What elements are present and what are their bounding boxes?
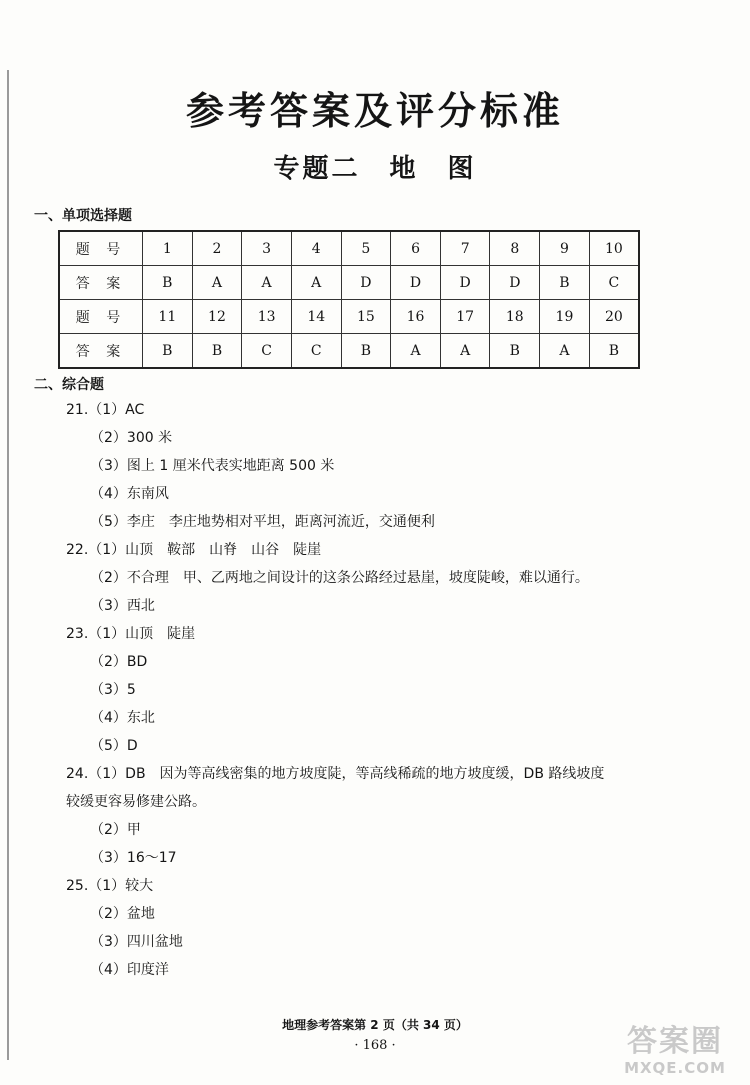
table-row xyxy=(59,334,639,369)
table-cell: B xyxy=(589,334,639,369)
table-cell: B xyxy=(341,334,391,369)
section-heading-choice: 一、单项选择题 xyxy=(34,208,132,224)
watermark-logo xyxy=(610,1025,740,1077)
table-cell: 6 xyxy=(391,231,441,266)
table-cell: B xyxy=(192,334,242,369)
table-cell: 11 xyxy=(143,300,193,334)
table-cell: B xyxy=(540,266,590,300)
answer-line: （3）16～17 xyxy=(90,850,177,866)
table-cell: 10 xyxy=(589,231,639,266)
section-heading-comprehensive: 二、综合题 xyxy=(34,377,104,393)
table-cell: A xyxy=(242,266,292,300)
table-cell: 15 xyxy=(341,300,391,334)
table-cell: D xyxy=(341,266,391,300)
answer-line: （2）盆地 xyxy=(90,906,155,922)
topic-title: 专题二 地 图 xyxy=(273,154,477,184)
answer-line: 较缓更容易修建公路。 xyxy=(66,794,206,810)
answer-line: （2）300 米 xyxy=(90,430,173,446)
table-cell: 13 xyxy=(242,300,292,334)
table-cell: 题 号 xyxy=(59,300,143,334)
answer-line: （3）图上 1 厘米代表实地距离 500 米 xyxy=(90,458,335,474)
answer-line: （4）印度洋 xyxy=(90,962,169,978)
answer-line: （3）5 xyxy=(90,682,136,698)
table-cell: D xyxy=(490,266,540,300)
table-cell: 9 xyxy=(540,231,590,266)
answer-line: 23.（1）山顶 陡崖 xyxy=(66,626,196,642)
answer-line: 25.（1）较大 xyxy=(66,878,154,894)
answer-line: 22.（1）山顶 鞍部 山脊 山谷 陡崖 xyxy=(66,542,322,558)
table-cell: 20 xyxy=(589,300,639,334)
table-cell: 3 xyxy=(242,231,292,266)
table-cell: 4 xyxy=(291,231,341,266)
table-row xyxy=(59,266,639,300)
table-cell: A xyxy=(440,334,490,369)
answer-line: （2）BD xyxy=(90,654,148,670)
table-cell: 答 案 xyxy=(59,266,143,300)
table-cell: C xyxy=(242,334,292,369)
answer-line: （5）李庄 李庄地势相对平坦，距离河流近，交通便利 xyxy=(90,514,435,530)
answer-line: 21.（1）AC xyxy=(66,402,145,418)
table-row xyxy=(59,300,639,334)
table-cell: D xyxy=(440,266,490,300)
table-cell: 17 xyxy=(440,300,490,334)
answer-line: （4）东南风 xyxy=(90,486,169,502)
footer-page-label: 地理参考答案第 2 页（共 34 页） xyxy=(282,1018,468,1032)
table-cell: B xyxy=(143,266,193,300)
answer-table xyxy=(58,230,640,369)
table-cell: 8 xyxy=(490,231,540,266)
table-cell: C xyxy=(291,334,341,369)
answer-line: （3）四川盆地 xyxy=(90,934,183,950)
table-cell: B xyxy=(490,334,540,369)
answer-line: （2）甲 xyxy=(90,822,141,838)
table-cell: D xyxy=(391,266,441,300)
table-cell: A xyxy=(291,266,341,300)
table-cell: 2 xyxy=(192,231,242,266)
answer-line: 24.（1）DB 因为等高线密集的地方坡度陡，等高线稀疏的地方坡度缓，DB 路线坡度 xyxy=(66,766,605,782)
watermark-logo-text: 答案圈 xyxy=(627,1024,723,1059)
table-cell: C xyxy=(589,266,639,300)
table-cell: 14 xyxy=(291,300,341,334)
scan-edge-line xyxy=(7,70,9,1060)
table-cell: 答 案 xyxy=(59,334,143,369)
table-cell: A xyxy=(192,266,242,300)
table-row xyxy=(59,231,639,266)
table-cell: 18 xyxy=(490,300,540,334)
answer-line: （4）东北 xyxy=(90,710,155,726)
table-cell: A xyxy=(540,334,590,369)
table-cell: A xyxy=(391,334,441,369)
page-title: 参考答案及评分标准 xyxy=(185,89,564,133)
table-cell: 19 xyxy=(540,300,590,334)
page-number: · 168 · xyxy=(354,1038,396,1053)
answer-line: （5）D xyxy=(90,738,138,754)
table-cell: 5 xyxy=(341,231,391,266)
table-cell: 题 号 xyxy=(59,231,143,266)
table-cell: B xyxy=(143,334,193,369)
table-cell: 1 xyxy=(143,231,193,266)
table-cell: 12 xyxy=(192,300,242,334)
table-cell: 7 xyxy=(440,231,490,266)
watermark-url: MXQE.COM xyxy=(624,1059,726,1077)
answer-line: （3）西北 xyxy=(90,598,155,614)
table-cell: 16 xyxy=(391,300,441,334)
answer-line: （2）不合理 甲、乙两地之间设计的这条公路经过悬崖，坡度陡峻，难以通行。 xyxy=(90,570,589,586)
